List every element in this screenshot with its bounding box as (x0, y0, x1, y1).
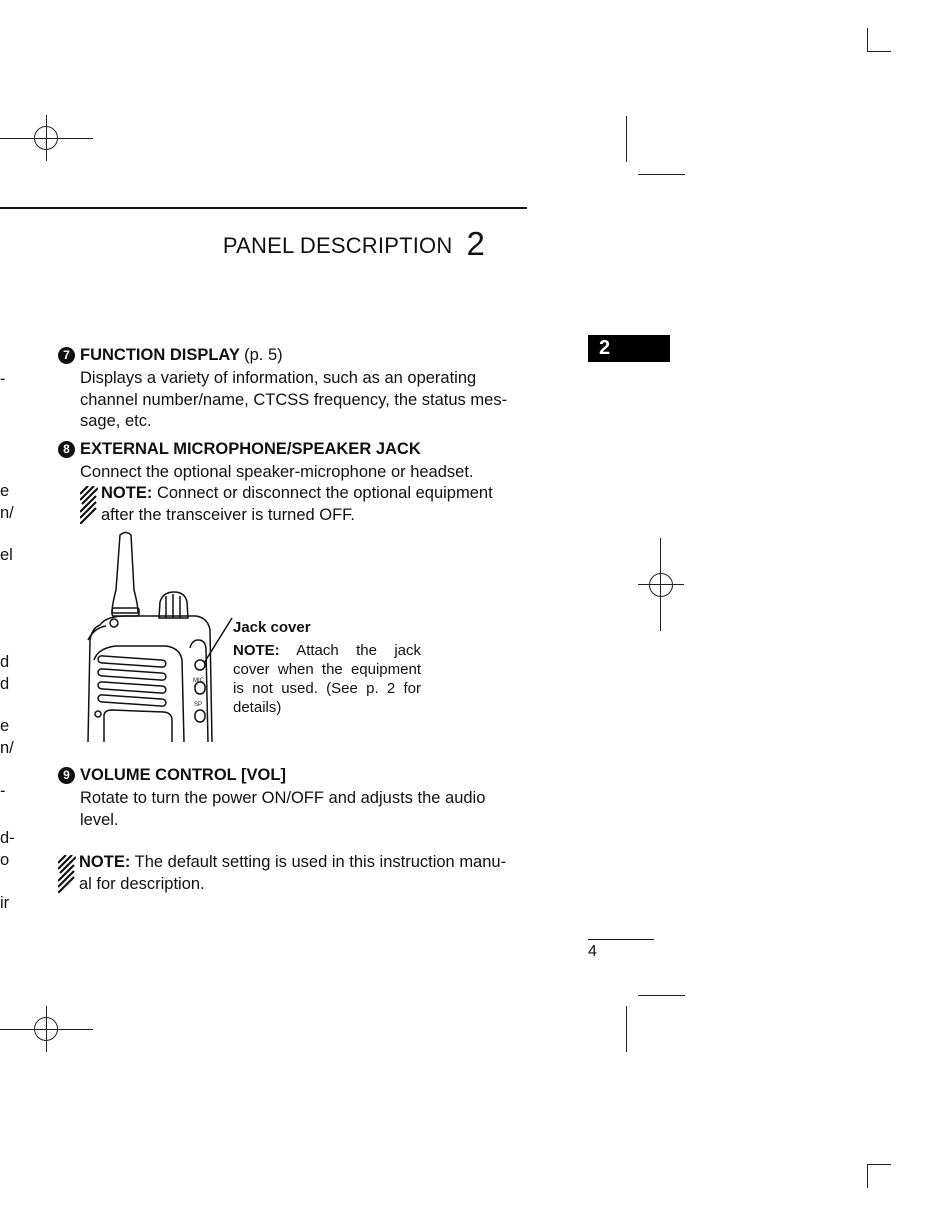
radio-mic-label: MIC (193, 678, 204, 684)
text-line: Rotate to turn the power ON/OFF and adjusts the audio (80, 789, 486, 807)
item-function-display-heading (58, 346, 283, 365)
corner-mark (867, 1164, 891, 1165)
text-line: channel number/name, CTCSS frequency, the status mes- (80, 390, 508, 409)
section-title: PANEL DESCRIPTION (222, 233, 453, 258)
chapter-number: 2 (466, 225, 485, 262)
left-page-fragment: - (0, 782, 6, 800)
left-page-fragment: ir (0, 894, 10, 912)
page-title (223, 223, 485, 261)
page-reference: (p. 5) (244, 346, 283, 364)
page-number-rule (588, 939, 654, 940)
crop-mark (626, 116, 627, 162)
note-label: NOTE: (101, 484, 153, 502)
left-page-fragment: d (0, 675, 10, 693)
item-volume-control-heading (58, 766, 286, 785)
corner-mark (867, 28, 868, 51)
note-hatch-icon (58, 855, 76, 893)
text-line: Connect or disconnect the optional equipment (156, 484, 493, 502)
item-number-badge: 9 (58, 767, 75, 784)
left-page-fragment: e (0, 717, 10, 735)
radio-sp-label: SP (194, 702, 203, 708)
item-number-badge: 7 (58, 347, 75, 364)
left-page-fragment: - (0, 370, 6, 388)
caption-note-text: Attach the jack cover when the equipment is not used. (See p. 2 for details) (233, 642, 422, 716)
left-page-fragment: o (0, 851, 10, 869)
crop-mark (626, 1006, 627, 1052)
bottom-note (79, 852, 527, 895)
item-external-jack-description (80, 462, 527, 484)
corner-mark (867, 51, 891, 52)
left-page-fragment: n/ (0, 504, 14, 522)
item-title: VOLUME CONTROL [VOL] (80, 766, 286, 784)
registration-mark-circle (34, 126, 58, 150)
text-line: Displays a variety of information, such as an operating (80, 369, 477, 387)
left-page-fragment: d- (0, 829, 15, 847)
text-line: al for description. (79, 874, 205, 893)
text-line: Connect the optional speaker-microphone or headset. (80, 463, 474, 481)
chapter-tab: 2 (588, 335, 670, 362)
item-function-display-description (80, 368, 527, 433)
note-label: NOTE: (79, 853, 131, 871)
registration-mark-circle (649, 573, 673, 597)
registration-mark-circle (34, 1017, 58, 1041)
radio-illustration (86, 530, 236, 742)
text-line: after the transceiver is turned OFF. (101, 505, 356, 524)
page-number: 4 (588, 943, 597, 960)
left-page-fragment: el (0, 546, 13, 564)
crop-mark (638, 995, 685, 996)
note-label: NOTE: (233, 642, 280, 659)
note-hatch-icon (80, 486, 98, 524)
left-page-fragment: e (0, 482, 10, 500)
text-line: sage, etc. (80, 412, 152, 430)
item-external-jack-heading (58, 440, 421, 459)
item-volume-control-description (80, 788, 527, 831)
corner-mark (867, 1164, 868, 1188)
figure-caption-note (233, 641, 421, 717)
item-title: EXTERNAL MICROPHONE/SPEAKER JACK (80, 440, 421, 458)
left-page-fragment: n/ (0, 739, 14, 757)
text-line: The default setting is used in this instruction manu- (134, 853, 507, 871)
text-line: level. (80, 810, 119, 829)
figure-caption-title: Jack cover (233, 619, 311, 636)
header-rule (0, 207, 527, 209)
left-page-fragment: d (0, 653, 10, 671)
item-title: FUNCTION DISPLAY (80, 346, 240, 364)
item-number-badge: 8 (58, 441, 75, 458)
jack-note (101, 483, 527, 526)
crop-mark (638, 174, 685, 175)
